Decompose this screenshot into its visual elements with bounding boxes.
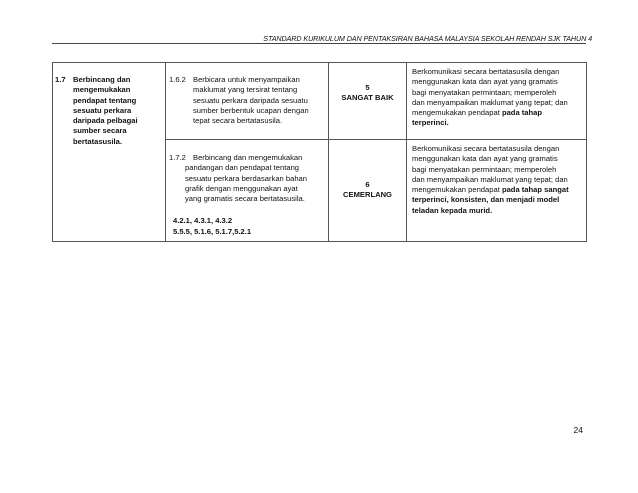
band-label: SANGAT BAIK [341, 93, 394, 103]
band-label: CEMERLANG [343, 190, 392, 200]
standard-text: Berbincang dan mengemukakan pendapat tentang sesuatu perkara daripada pelbagai sumber secara bertatasusila. [73, 75, 138, 146]
band-descriptor-cell-6: Berkomunikasi secara bertatasusila dengan menggunakan kata dan ayat yang gramatis bagi menyatakan permintaan; memperoleh dan menyampaikan maklumat yang tepat; dan mengemukakan pendapat pada tahap sangat terperinci, konsisten, dan menjadi model teladan kepada murid. [407, 140, 587, 242]
band-number: 5 [365, 83, 370, 92]
content-standard-cell [53, 63, 166, 242]
sub-item-number: 1.7.2 [169, 153, 186, 162]
band-descriptor-cell-5: Berkomunikasi secara bertatasusila dengan menggunakan kata dan ayat yang gramatis bagi menyatakan permintaan; memperoleh dan menyampaikan maklumat yang tepat; dan mengemukakan pendapat pada tahap terperinci. [407, 63, 587, 140]
table-row [53, 63, 587, 140]
header-rule [52, 43, 586, 44]
band-level-cell-6 [329, 140, 407, 242]
sub-item-2: 1.7.2 Berbincang dan mengemukakan pandangan dan pendapat tentang sesuatu perkara berdasarkan bahan grafik dengan menggunakan ayat yang gramatis secara bertatasusila. [169, 153, 308, 204]
sub-item-number: 1.6.2 [169, 75, 186, 84]
running-header: STANDARD KURIKULUM DAN PENTAKSIRAN BAHASA MALAYSIA SEKOLAH RENDAH SJK TAHUN 4 [263, 34, 592, 43]
sub-item-1: 1.6.2 Berbicara untuk menyampaikan maklumat yang tersirat tentang sesuatu perkara daripada sesuatu sumber berbentuk ucapan dengan tepat secara bertatasusila. [169, 75, 309, 126]
standards-table [52, 62, 587, 242]
page-number: 24 [573, 425, 583, 435]
standard-number: 1.7 [55, 75, 66, 84]
reference-codes: 4.2.1, 4.3.1, 4.3.2 5.5.5, 5.1.6, 5.1.7,5.2.1 [173, 216, 252, 236]
learning-standard-cell-1 [166, 63, 329, 140]
learning-standard-cell-2 [166, 140, 329, 242]
band-number: 6 [365, 180, 370, 189]
band-level-cell-5 [329, 63, 407, 140]
